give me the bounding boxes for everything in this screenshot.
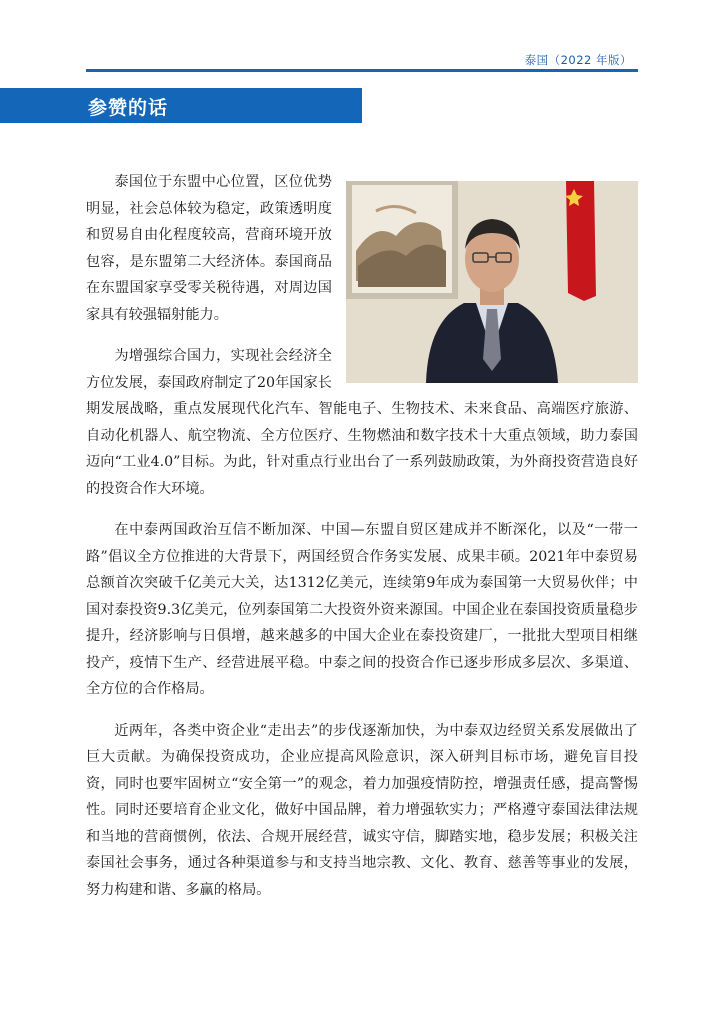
article-body xyxy=(86,169,638,918)
header-divider xyxy=(86,69,638,72)
section-title: 参赞的话 xyxy=(88,97,169,119)
paragraph: 为增强综合国力，实现社会经济全方位发展，泰国政府制定了20年国家长期发展战略，重点发展现代化汽车、智能电子、生物技术、未来食品、高端医疗旅游、自动化机器人、航空物流、全方位医疗、生物燃油和数字技术十大重点领域，助力泰国迈向“工业4.0”目标。为此，针对重点行业出台了一系列鼓励政策，为外商投资营造良好的投资合作大环境。 xyxy=(86,348,638,497)
paragraph: 在中泰两国政治互信不断加深、中国—东盟自贸区建成并不断深化，以及“一带一路”倡议全方位推进的大背景下，两国经贸合作务实发展、成果丰硕。2021年中泰贸易总额首次突破千亿美元大关，达1312亿美元，连续第9年成为泰国第一大贸易伙伴；中国对泰投资9.3亿美元，位列泰国第二大投资外资来源国。中国企业在泰国投资质量稳步提升，经济影响与日俱增，越来越多的中国大企业在泰投资建厂，一批批大型项目相继投产，疫情下生产、经营进展平稳。中泰之间的投资合作已逐步形成多层次、多渠道、全方位的合作格局。 xyxy=(86,522,638,697)
header-label: 泰国（2022 年版） xyxy=(524,53,632,67)
portrait-photo-icon xyxy=(346,181,638,383)
section-title-bar xyxy=(0,88,362,123)
paragraph: 泰国位于东盟中心位置，区位优势明显，社会总体较为稳定，政策透明度和贸易自由化程度较高，营商环境开放包容，是东盟第二大经济体。泰国商品在东盟国家享受零关税待遇，对周边国家具有较强辐射能力。 xyxy=(86,174,332,323)
paragraph: 近两年，各类中资企业“走出去”的步伐逐渐加快，为中泰双边经贸关系发展做出了巨大贡献。为确保投资成功，企业应提高风险意识，深入研判目标市场，避免盲目投资，同时也要牢固树立“安全第一”的观念，着力加强疫情防控，增强责任感，提高警惕性。同时还要培育企业文化，做好中国品牌，着力增强软实力；严格遵守泰国法律法规和当地的营商惯例，依法、合规开展经营，诚实守信，脚踏实地，稳步发展；积极关注泰国社会事务，通过各种渠道参与和支持当地宗教、文化、教育、慈善等事业的发展，努力构建和谐、多赢的格局。 xyxy=(86,722,638,898)
